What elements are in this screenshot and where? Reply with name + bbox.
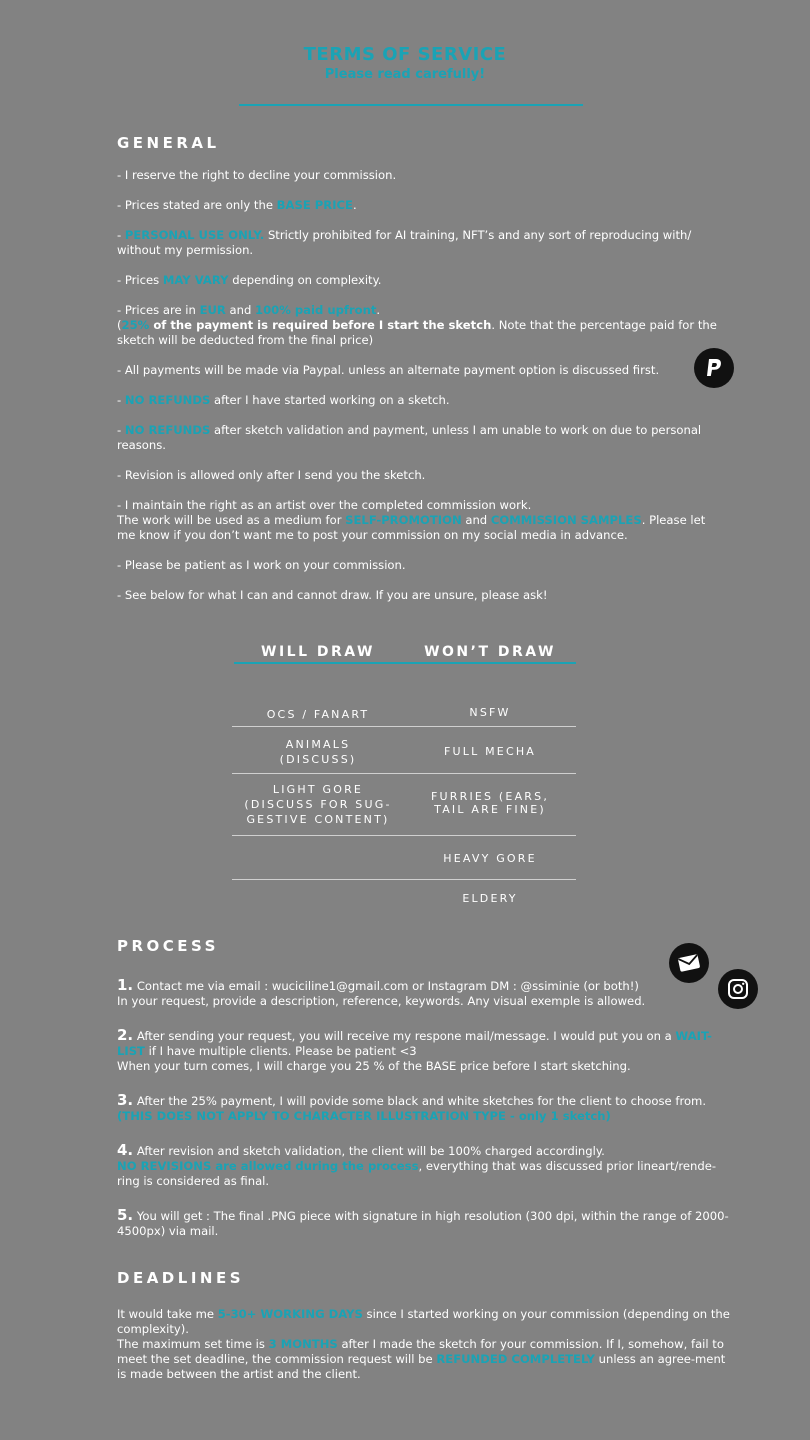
step-number: 2. bbox=[117, 1026, 134, 1044]
wont-draw-item: ELDERY bbox=[462, 892, 518, 905]
process-heading: PROCESS bbox=[117, 937, 219, 955]
body-text: - bbox=[117, 423, 125, 437]
body-text: The work will be used as a medium for bbox=[117, 513, 346, 527]
will-draw-item: LIGHT GORE (DISCUSS FOR SUG- GESTIVE CONTENT) bbox=[244, 783, 392, 826]
body-text: After sending your request, you will receive my respone mail/message. I would put you on a bbox=[133, 1029, 676, 1043]
highlight-text: BASE PRICE bbox=[276, 198, 353, 212]
wont-draw-item: HEAVY GORE bbox=[443, 852, 537, 865]
body-text: - Revision is allowed only after I send you the sketch. bbox=[117, 468, 426, 482]
general-term-item bbox=[117, 303, 727, 348]
process-step bbox=[117, 978, 737, 1009]
deadlines-text bbox=[117, 1307, 737, 1382]
highlight-text: PERSONAL USE ONLY. bbox=[124, 228, 265, 242]
header-divider bbox=[239, 104, 583, 106]
general-term-item bbox=[117, 393, 727, 408]
body-text: The maximum set time is bbox=[117, 1337, 269, 1351]
general-term-item bbox=[117, 468, 727, 483]
general-term-item bbox=[117, 588, 727, 603]
body-text: - bbox=[117, 228, 125, 242]
body-text: Strictly prohibited for AI training, NFT’s and any sort of reproducing with/ without my permission. bbox=[117, 228, 692, 257]
body-text: It would take me bbox=[117, 1307, 218, 1321]
table-header-underline bbox=[234, 662, 576, 664]
general-term-item bbox=[117, 363, 727, 378]
highlight-text: (THIS DOES NOT APPLY TO CHARACTER ILLUSTRATION TYPE - only 1 sketch) bbox=[117, 1109, 611, 1123]
general-term-item bbox=[117, 168, 727, 183]
bold-text: of the payment is required before I start the sketch bbox=[149, 318, 492, 332]
body-text: and bbox=[461, 513, 491, 527]
body-text: - bbox=[117, 393, 125, 407]
table-row-divider bbox=[232, 879, 576, 880]
body-text: depending on complexity. bbox=[228, 273, 382, 287]
wont-draw-item: FURRIES (EARS, TAIL ARE FINE) bbox=[430, 790, 550, 816]
body-text: after I have started working on a sketch. bbox=[210, 393, 450, 407]
general-heading: GENERAL bbox=[117, 134, 220, 152]
will-draw-item: ANIMALS (DISCUSS) bbox=[279, 738, 357, 766]
page-title: TERMS OF SERVICE bbox=[303, 44, 507, 65]
general-term-item bbox=[117, 198, 727, 213]
will-draw-heading: WILL DRAW bbox=[261, 644, 375, 660]
body-text: - Prices are in bbox=[117, 303, 200, 317]
step-number: 5. bbox=[117, 1206, 134, 1224]
body-text: - Prices bbox=[117, 273, 163, 287]
body-text: . Please let me know if you don’t want me to post your commission on my social media in advance. bbox=[117, 513, 706, 542]
highlight-text: 5-30+ WORKING DAYS bbox=[217, 1307, 363, 1321]
highlight-text: 3 MONTHS bbox=[268, 1337, 338, 1351]
highlight-text: NO REFUNDS bbox=[124, 423, 211, 437]
general-list bbox=[117, 168, 727, 618]
body-text: , everything that was discussed prior lineart/rende-ring is considered as final. bbox=[117, 1159, 717, 1188]
body-text: After the 25% payment, I will povide some black and white sketches for the client to choose from. bbox=[133, 1094, 707, 1108]
highlight-text: COMMISSION SAMPLES bbox=[490, 513, 642, 527]
process-step bbox=[117, 1093, 737, 1124]
body-text: After revision and sketch validation, the client will be 100% charged accordingly. bbox=[133, 1144, 605, 1158]
general-term-item bbox=[117, 273, 727, 288]
body-text: ( bbox=[117, 318, 122, 332]
paypal-icon[interactable] bbox=[694, 348, 734, 388]
body-text: - Please be patient as I work on your commission. bbox=[117, 558, 406, 572]
wont-draw-item: NSFW bbox=[469, 706, 511, 719]
highlight-text: EUR bbox=[199, 303, 226, 317]
process-step bbox=[117, 1028, 737, 1074]
body-text: . Note that the percentage paid for the sketch will be deducted from the final price) bbox=[117, 318, 717, 347]
highlight-text: WAIT-LIST bbox=[117, 1029, 712, 1058]
body-text: Contact me via email : wuciciline1@gmail.com or Instagram DM : @ssiminie (or both!) bbox=[133, 979, 639, 993]
table-row-divider bbox=[232, 726, 576, 727]
body-text: if I have multiple clients. Please be patient <3 bbox=[144, 1044, 417, 1058]
body-text: In your request, provide a description, reference, keywords. Any visual exemple is allowed. bbox=[117, 994, 646, 1008]
highlight-text: MAY VARY bbox=[162, 273, 229, 287]
process-step bbox=[117, 1143, 737, 1189]
step-number: 3. bbox=[117, 1091, 134, 1109]
table-row-divider bbox=[232, 773, 576, 774]
body-text: after sketch validation and payment, unless I am unable to work on due to personal reasons. bbox=[117, 423, 702, 452]
body-text: - I maintain the right as an artist over the completed commission work. bbox=[117, 498, 532, 512]
general-term-item bbox=[117, 423, 727, 453]
body-text: after I made the sketch for your commission. If I, somehow, fail to meet the set deadline, the commission request will be bbox=[117, 1337, 724, 1366]
will-draw-item: OCS / FANART bbox=[266, 708, 370, 721]
body-text: unless an agree-ment is made between the artist and the client. bbox=[117, 1352, 726, 1381]
highlight-text: 25% bbox=[121, 318, 150, 332]
wont-draw-item: FULL MECHA bbox=[443, 745, 537, 758]
body-text: and bbox=[225, 303, 256, 317]
wont-draw-heading: WON’T DRAW bbox=[424, 644, 556, 660]
body-text: - I reserve the right to decline your commission. bbox=[117, 168, 397, 182]
step-number: 4. bbox=[117, 1141, 134, 1159]
body-text: When your turn comes, I will charge you 25 % of the BASE price before I start sketching. bbox=[117, 1059, 631, 1073]
process-list bbox=[117, 978, 737, 1258]
table-row-divider bbox=[232, 835, 576, 836]
highlight-text: 100% paid upfront bbox=[255, 303, 377, 317]
general-term-item bbox=[117, 498, 727, 543]
body-text: - Prices stated are only the bbox=[117, 198, 277, 212]
highlight-text: NO REVISIONS are allowed during the process bbox=[117, 1159, 419, 1173]
process-step bbox=[117, 1208, 737, 1239]
highlight-text: REFUNDED COMPLETELY bbox=[436, 1352, 595, 1366]
body-text: - See below for what I can and cannot draw. If you are unsure, please ask! bbox=[117, 588, 548, 602]
deadlines-heading: DEADLINES bbox=[117, 1269, 245, 1287]
body-text: . bbox=[352, 198, 357, 212]
body-text: . bbox=[376, 303, 381, 317]
email-icon[interactable] bbox=[669, 943, 709, 983]
highlight-text: SELF-PROMOTION bbox=[345, 513, 462, 527]
general-term-item bbox=[117, 228, 727, 258]
step-number: 1. bbox=[117, 976, 134, 994]
page-subtitle: Please read carefully! bbox=[324, 67, 486, 82]
body-text: You will get : The final .PNG piece with signature in high resolution (300 dpi, within the range of 2000-4500px) via mail. bbox=[117, 1209, 729, 1238]
highlight-text: NO REFUNDS bbox=[124, 393, 211, 407]
general-term-item bbox=[117, 558, 727, 573]
body-text: - All payments will be made via Paypal. unless an alternate payment option is discussed first. bbox=[117, 363, 660, 377]
body-text: since I started working on your commission (depending on the complexity). bbox=[117, 1307, 730, 1336]
